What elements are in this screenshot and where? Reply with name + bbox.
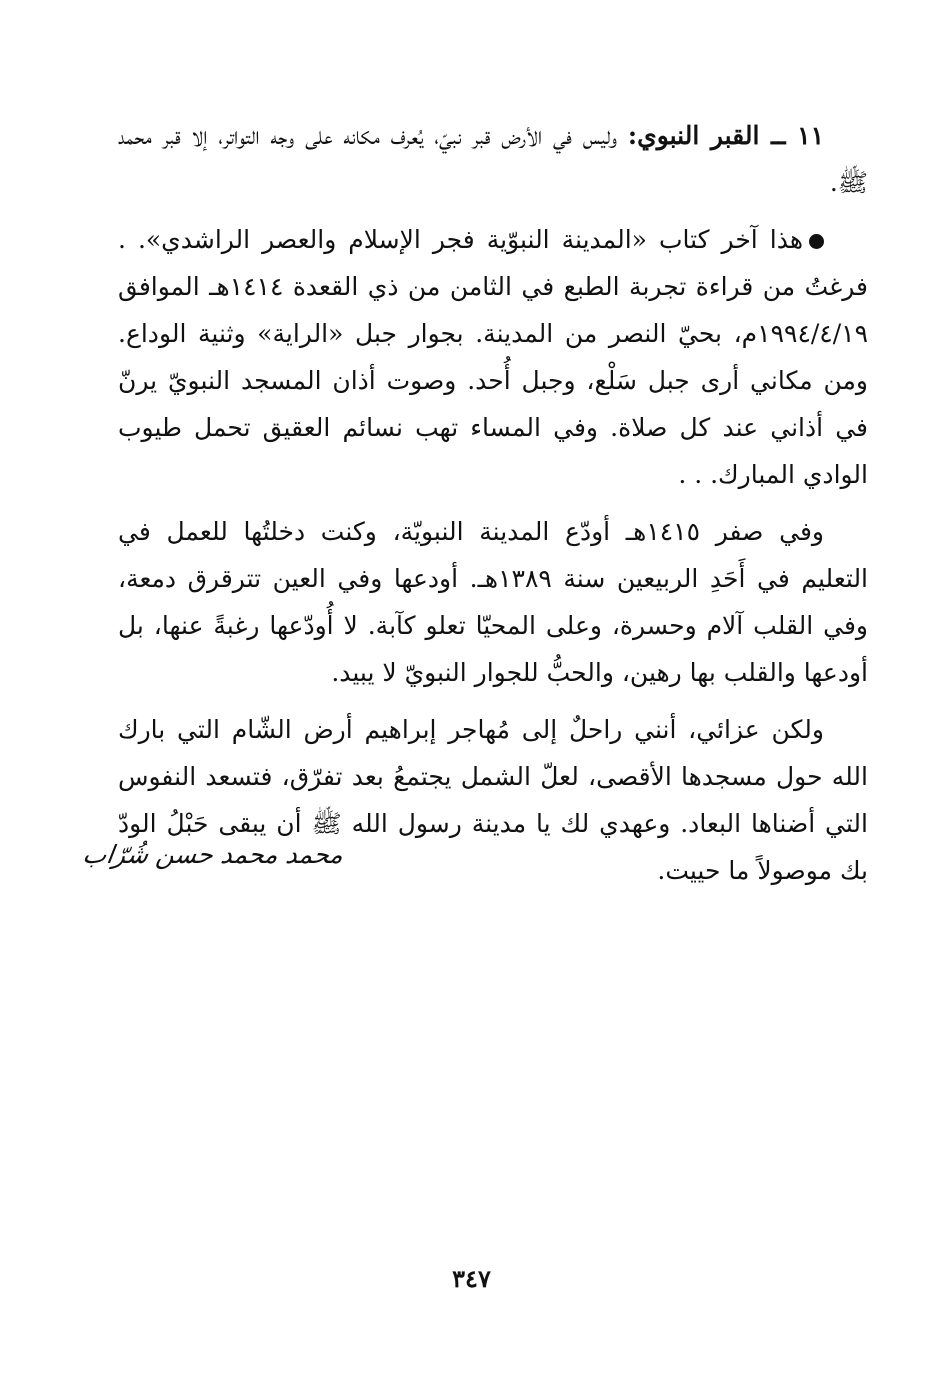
bullet-icon [809, 234, 824, 249]
paragraph-3 [118, 508, 868, 696]
page-body [118, 112, 868, 904]
paragraph-2 [118, 216, 868, 498]
author-signature: محمد محمد حسن شُرّاب [80, 840, 346, 869]
paragraph-1-text: وليس في الأرض قبر نبيّ، يُعرف مكانه على وجه التواتر، إلا قبر محمد ﷺ. [118, 121, 868, 197]
paragraph-2-text: هذا آخر كتاب «المدينة النبوّية فجر الإسلام والعصر الراشدي». . فرغتُ من قراءة تجربة الطبع في الثامن من ذي القعدة ١٤١٤هـ الموافق ١٩٩٤/٤/١٩م، بحيّ النصر من المدينة. بجوار جبل «الراية» وثنية الوداع. ومن مكاني أرى جبل سَلْع، وجبل أُحد. وصوت أذان المسجد النبويّ يرنّ في أذاني عند كل صلاة. وفي المساء تهب نسائم العقيق تحمل طيوب الوادي المبارك. . . [118, 225, 868, 489]
section-heading: ١١ ــ القبر النبوي: [627, 121, 825, 150]
paragraph-4-text: ولكن عزائي، أنني راحلٌ إلى مُهاجر إبراهيم أرض الشّام التي بارك الله حول مسجدها الأقصى، لعلّ الشمل يجتمعُ بعد تفرّق، فتسعد النفوس التي أضناها البعاد. وعهدي لك يا مدينة رسول الله ﷺ أن يبقى حَبْلُ الودّ بك موصولاً ما حييت. [118, 715, 868, 885]
paragraph-3-text: وفي صفر ١٤١٥هـ أودّع المدينة النبويّة، وكنت دخلتُها للعمل في التعليم في أَحَدِ الربيعين سنة ١٣٨٩هـ. أودعها وفي العين تترقرق دمعة، وفي القلب آلام وحسرة، وعلى المحيّا تعلو كآبة. لا أُودّعها رغبةً عنها، بل أودعها والقلب بها رهين، والحبُّ للجوار النبويّ لا يبيد. [118, 517, 869, 687]
page-number: ٣٤٧ [452, 1264, 491, 1293]
paragraph-1 [118, 112, 868, 206]
